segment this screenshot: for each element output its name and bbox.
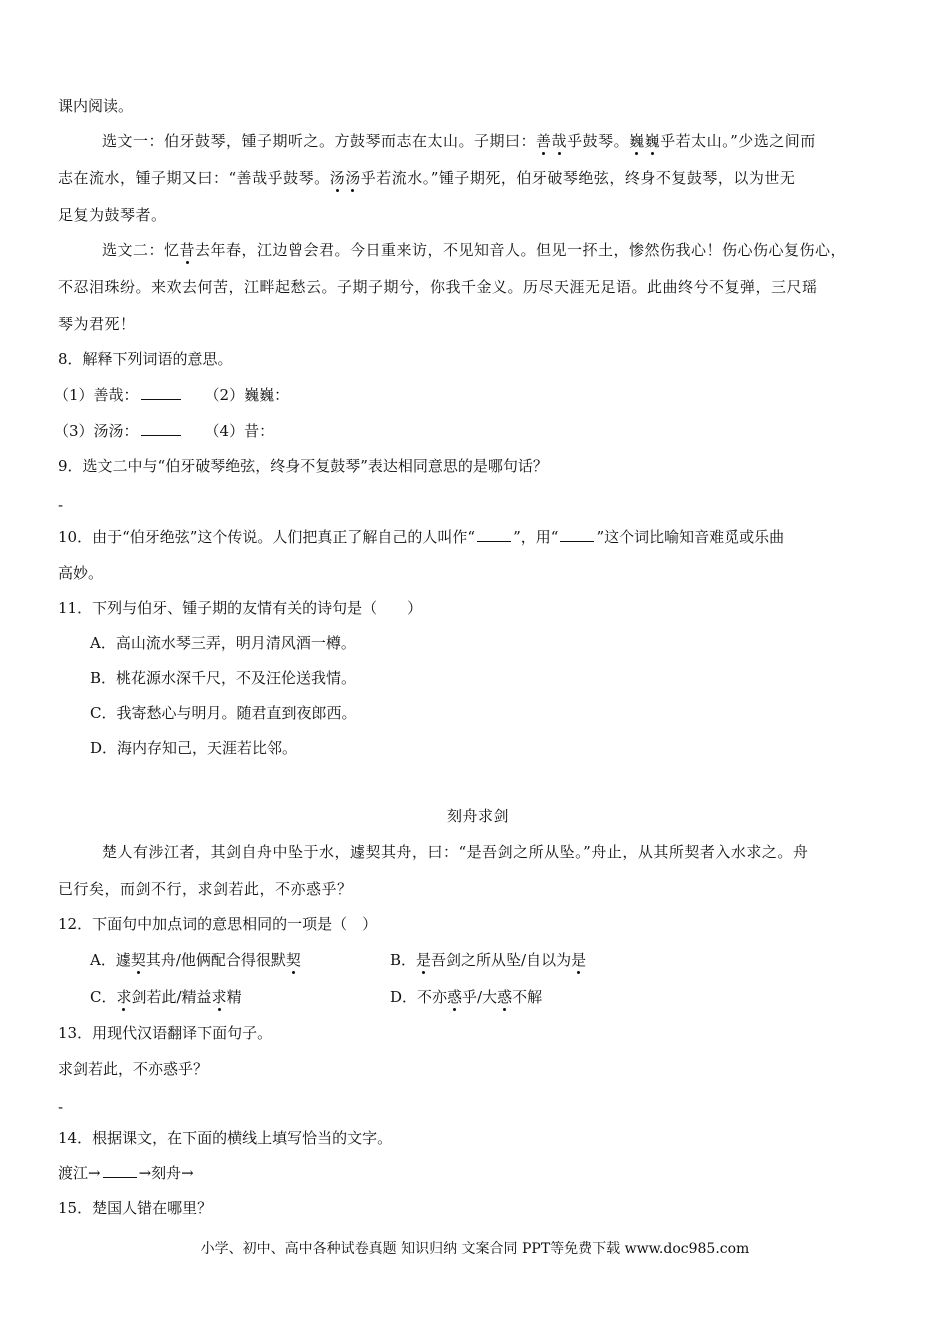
page-footer: 小学、初中、高中各种试卷真题 知识归纳 文案合同 PPT等免费下载 www.doc985.com: [200, 1241, 750, 1257]
passage3-title: 刻舟求剑: [446, 807, 509, 825]
q12-option-d[interactable]: D．不亦惑乎/大惑不解: [390, 988, 543, 1006]
passage1-line3: 足复为鼓琴者。: [58, 206, 167, 224]
passage3-line1: 楚人有涉江者，其剑自舟中坠于水，遽契其舟，曰：“是吾剑之所从坠。”舟止，从其所契者入水求之。舟: [102, 843, 809, 861]
q11-option-d[interactable]: D．海内存知己，天涯若比邻。: [90, 739, 298, 757]
q13-sentence: 求剑若此，不亦惑乎？: [58, 1060, 209, 1078]
q12-option-c[interactable]: C．求剑若此/精益求精: [90, 988, 242, 1006]
q15-title: 15．楚国人错在哪里？: [58, 1199, 213, 1217]
q8-row1: （1）善哉： （2）巍巍：: [54, 386, 290, 404]
q14-blank[interactable]: [103, 1163, 137, 1178]
q13-answer: -: [58, 1098, 64, 1116]
q8-title: 8．解释下列词语的意思。: [58, 350, 233, 368]
q10-blank-2[interactable]: [560, 527, 594, 542]
section-title: 课内阅读。: [58, 97, 134, 115]
passage2-line1: 选文二：忆昔去年春，江边曾会君。今日重来访，不见知音人。但见一抔土，惨然伤我心！伤心伤心复伤心，: [102, 241, 847, 259]
passage1-line1: 选文一：伯牙鼓琴，锺子期听之。方鼓琴而志在太山。子期曰：善哉乎鼓琴。巍巍乎若太山。”少选之间而: [102, 132, 816, 150]
q12-option-a[interactable]: A．遽契其舟/他俩配合得很默契: [90, 951, 301, 969]
q11-option-c[interactable]: C．我寄愁心与明月。随君直到夜郎西。: [90, 704, 357, 722]
q14-title: 14．根据课文，在下面的横线上填写恰当的文字。: [58, 1129, 393, 1147]
q9-answer: -: [58, 496, 64, 514]
passage1-line2: 志在流水，锺子期又曰：“善哉乎鼓琴。汤汤乎若流水。”锺子期死，伯牙破琴绝弦，终身不复鼓琴，以为世无: [58, 169, 796, 187]
q8-blank-1[interactable]: [141, 385, 181, 400]
q8-row2: （3）汤汤： （4）昔：: [54, 422, 275, 440]
q10-line2: 高妙。: [58, 564, 104, 582]
q11-option-a[interactable]: A．高山流水琴三弄，明月清风酒一樽。: [90, 634, 356, 652]
passage2-line3: 琴为君死！: [58, 315, 136, 333]
q9-title: 9．选文二中与“伯牙破琴绝弦，终身不复鼓琴”表达相同意思的是哪句话？: [58, 457, 548, 475]
q11-option-b[interactable]: B．桃花源水深千尺，不及汪伦送我情。: [90, 669, 357, 687]
q14-flow: 渡江→ →刻舟→: [58, 1164, 194, 1182]
passage3-line2: 已行矣，而剑不行，求剑若此，不亦惑乎？: [58, 880, 353, 898]
q12-option-b[interactable]: B．是吾剑之所从坠/自以为是: [390, 951, 587, 969]
q11-title: 11．下列与伯牙、锺子期的友情有关的诗句是（ ）: [58, 599, 423, 617]
q10-line1: 10．由于“伯牙绝弦”这个传说。人们把真正了解自己的人叫作“ ”，用“ ”这个词比喻知音难觅或乐曲: [58, 528, 785, 546]
q8-blank-3[interactable]: [141, 421, 181, 436]
q10-blank-1[interactable]: [477, 527, 511, 542]
q12-title: 12．下面句中加点词的意思相同的一项是（ ）: [58, 915, 378, 933]
passage2-line2: 不忍泪珠纷。来欢去何苦，江畔起愁云。子期子期兮，你我千金义。历尽天涯无足语。此曲终兮不复弹，三尺瑶: [58, 278, 818, 296]
q13-title: 13．用现代汉语翻译下面句子。: [58, 1024, 273, 1042]
